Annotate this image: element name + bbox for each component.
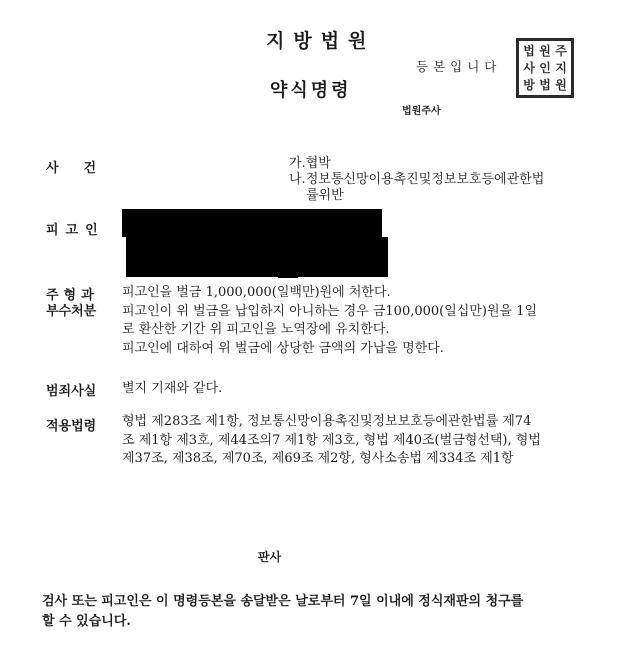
seal-char: 법 (539, 77, 551, 92)
seal-char: 지 (555, 60, 567, 75)
redaction-bar (278, 272, 298, 278)
applicable-law-label: 적용법령 (46, 419, 97, 434)
law-line: 조 제1항 제3호, 제44조의7 제1항 제3호, 형법 제40조(벌금형선택), 형법 (122, 432, 541, 448)
seal-char: 원 (539, 44, 551, 59)
seal-char: 법 (523, 44, 535, 59)
appeal-notice (42, 592, 523, 632)
penalty-text (122, 284, 537, 358)
penalty-line: 피고인에 대하여 위 벌금에 상당한 금액의 가납을 명한다. (122, 340, 444, 356)
judge-label: 판사 (258, 550, 282, 564)
case-item: 나.정보통신망이용촉진및정보보호등에관한법 (289, 172, 545, 187)
redaction-bar (126, 237, 388, 277)
case-list (289, 156, 544, 204)
official-seal-icon (516, 38, 574, 98)
case-item: 가.협박 (289, 156, 331, 171)
penalty-line: 피고인을 벌금 1,000,000(일백만)원에 처한다. (122, 285, 391, 300)
case-item-continuation: 률위반 (306, 188, 344, 203)
defendant-label: 피고인 (46, 223, 105, 238)
crime-facts-text: 별지 기재와 같다. (122, 381, 223, 396)
court-name: 지방법원 (266, 30, 376, 52)
notice-line: 할 수 있습니다. (42, 614, 131, 629)
law-line: 형법 제283조 제1항, 정보통신망이용촉진및정보보호등에관한법률 제74 (122, 414, 532, 429)
seal-char: 방 (523, 77, 535, 92)
case-label: 사건 (46, 161, 122, 176)
penalty-label-secondary: 부수처분 (46, 304, 97, 319)
penalty-label: 주형과 (46, 288, 99, 303)
applicable-law-text (122, 413, 541, 469)
document-title: 약식명령 (270, 80, 352, 101)
certified-copy-text: 등본입니다 (416, 59, 502, 74)
penalty-line: 로 환산한 기간 위 피고인을 노역장에 유치한다. (122, 322, 390, 337)
seal-char: 원 (555, 77, 567, 92)
redaction-bar (122, 209, 382, 237)
penalty-line: 피고인이 위 벌금을 납입하지 아니하는 경우 금100,000(일십만)원을 1일 (122, 303, 538, 319)
seal-char: 사 (523, 60, 535, 75)
notice-line: 검사 또는 피고인은 이 명령등본을 송달받은 날로부터 7일 이내에 정식재판의 청구를 (42, 594, 524, 609)
crime-facts-label: 범죄사실 (46, 384, 97, 399)
seal-char: 주 (555, 44, 567, 59)
court-clerk-label: 법원주사 (402, 106, 441, 117)
seal-char: 인 (539, 60, 551, 75)
law-line: 제37조, 제38조, 제70조, 제69조 제2항, 형사소송법 제334조 제1항 (122, 451, 514, 466)
